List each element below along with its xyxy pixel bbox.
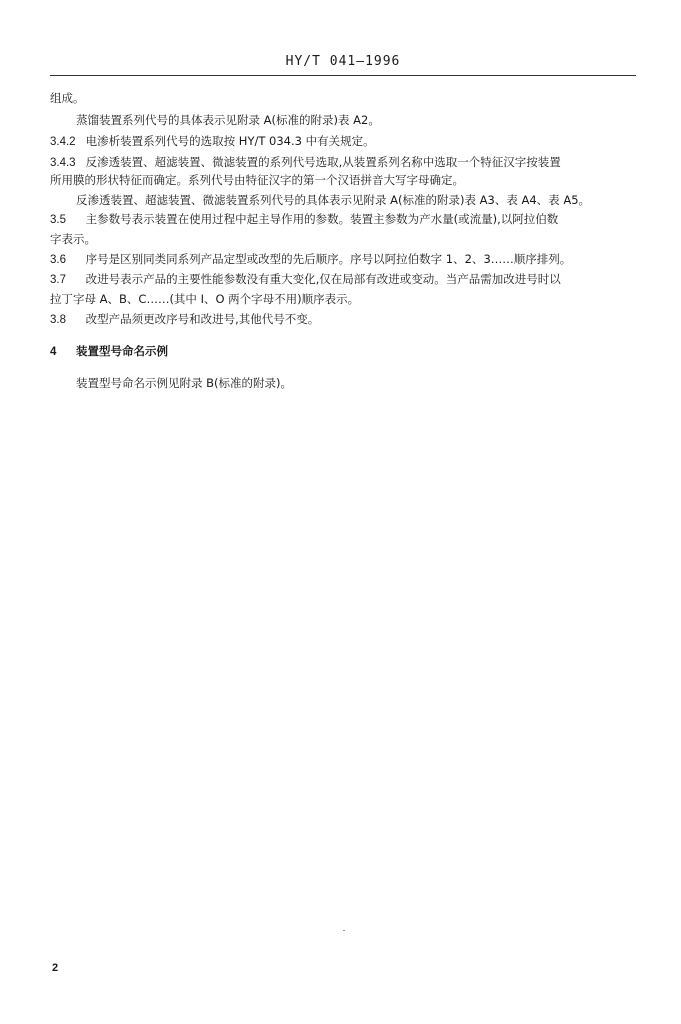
- text-line-continuation: [50, 173, 640, 188]
- line-text: 所用膜的形状特征而确定。系列代号由特征汉字的第一个汉语拼音大写字母确定。: [50, 173, 464, 187]
- section-4-heading: [50, 344, 640, 360]
- text-line-continuation: [50, 232, 640, 247]
- standard-code-header: HY/T 041—1996: [285, 54, 401, 69]
- line-text: 装置型号命名示例见附录 B(标准的附录)。: [76, 376, 293, 390]
- clause-3-6: [50, 252, 640, 268]
- text-line-annex-ref-a2: [76, 113, 666, 128]
- clause-text: 改型产品须更改序号和改进号,其他代号不变。: [85, 312, 320, 326]
- line-text: 组成。: [50, 91, 85, 105]
- clause-number: 3.5: [50, 214, 66, 226]
- section-title: 装置型号命名示例: [76, 344, 169, 358]
- header-rule: [50, 75, 636, 76]
- line-text: 反渗透装置、超滤装置、微滤装置系列代号的具体表示见附录 A(标准的附录)表 A3、表 A4、表 A5。: [76, 193, 591, 207]
- line-text: 拉丁字母 A、B、C……(其中 I、O 两个字母不用)顺序表示。: [50, 292, 360, 306]
- clause-number: 3.8: [50, 314, 66, 326]
- speck-mark: [343, 930, 345, 931]
- text-line-continuation: [50, 91, 640, 106]
- clause-text: 改进号表示产品的主要性能参数没有重大变化,仅在局部有改进或变动。当产品需加改进号时以: [85, 272, 561, 286]
- clause-3-8: [50, 312, 640, 328]
- clause-text: 电渗析装置系列代号的选取按 HY/T 034.3 中有关规定。: [85, 134, 375, 148]
- clause-number: 3.4.2: [50, 136, 76, 148]
- text-line-continuation: [50, 292, 640, 307]
- page-number: 2: [52, 962, 59, 974]
- clause-number: 3.7: [50, 274, 66, 286]
- clause-3-5: [50, 212, 640, 228]
- clause-text: 反渗透装置、超滤装置、微滤装置的系列代号选取,从装置系列名称中选取一个特征汉字按装置: [85, 155, 561, 169]
- text-line-annex-ref-b: [76, 376, 666, 391]
- clause-3-4-2: [50, 134, 640, 150]
- text-line-annex-ref-a3: [76, 193, 666, 208]
- clause-3-4-3: [50, 155, 640, 171]
- line-text: 蒸馏装置系列代号的具体表示见附录 A(标准的附录)表 A2。: [76, 113, 380, 127]
- clause-number: 3.6: [50, 254, 66, 266]
- clause-3-7: [50, 272, 640, 288]
- line-text: 字表示。: [50, 232, 96, 246]
- clause-text: 序号是区别同类同系列产品定型或改型的先后顺序。序号以阿拉伯数字 1、2、3……顺序排列。: [85, 252, 572, 266]
- clause-number: 3.4.3: [50, 157, 76, 169]
- section-number: 4: [50, 346, 57, 358]
- clause-text: 主参数号表示装置在使用过程中起主导作用的参数。装置主参数为产水量(或流量),以阿拉伯数: [85, 212, 559, 226]
